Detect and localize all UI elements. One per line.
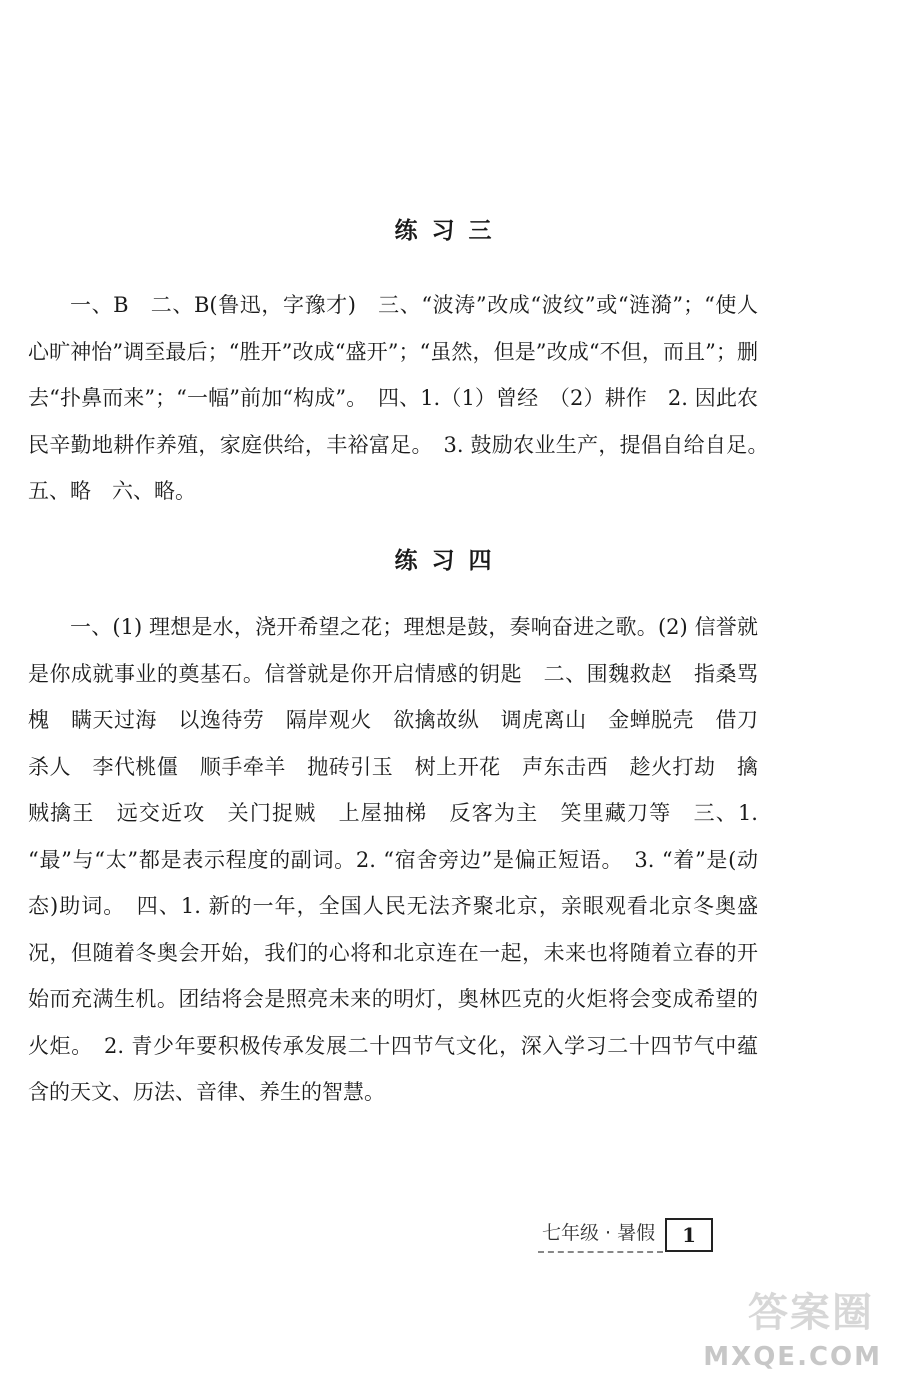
answer-text: 一、(1) 理想是水，浇开希望之花；理想是鼓，奏响奋进之歌。(2) 信誉就是你成就事业的奠基石。信誉就是你开启情感的钥匙 二、围魏救赵 指桑骂槐 瞒天过海 以逸待劳 隔岸观火 欲擒故纵 调虎离山 金蝉脱壳 借刀杀人 李代桃僵 顺手牵羊 抛砖引玉 树上开花 声东击西 趁火打劫 擒贼擒王 远交近攻 关门捉贼 上屋抽梯 反客为主 笑里藏刀等 三、1. “最”与“太”都是表示程度的副词。2. “宿舍旁边”是偏正短语。 3. “着”是(动态)助词。 四、1. 新的一年，全国人民无法齐聚北京，亲眼观看北京冬奥盛况，但随着冬奥会开始，我们的心将和北京连在一起，未来也将随着立春的开始而充满生机。团结将会是照亮未来的明灯，奥林匹克的火炬将会变成希望的火炬。 2. 青少年要积极传承发展二十四节气文化，深入学习二十四节气中蕴含的天文、历法、音律、养生的智慧。 (28, 615, 758, 1104)
answer-paragraph-exercise-3 (28, 282, 779, 515)
watermark-logo-glyphs: 答案圈 (748, 1290, 874, 1336)
grade-term-label: 七年级 · 暑假 (538, 1217, 663, 1253)
section-title-exercise-4: 练习四 (394, 548, 506, 574)
page-footer (538, 1218, 713, 1252)
answer-text: 一、B 二、B(鲁迅，字豫才) 三、“波涛”改成“波纹”或“涟漪”；“使人心旷神怡”调至最后；“胜开”改成“盛开”；“虽然，但是”改成“不但，而且”；删去“扑鼻而来”；“一幅”前加“构成”。 四、1.（1）曾经 （2）耕作 2. 因此农民辛勤地耕作养殖，家庭供给，丰裕富足。 3. 鼓励农业生产，提倡自给自足。 五、略 六、略。 (28, 293, 779, 503)
site-watermark (702, 1292, 892, 1382)
page-number-box: 1 (665, 1218, 713, 1252)
watermark-url: MXQE.COM (703, 1342, 882, 1372)
answer-paragraph-exercise-4 (28, 604, 758, 1116)
section-title-exercise-3: 练习三 (394, 218, 506, 244)
